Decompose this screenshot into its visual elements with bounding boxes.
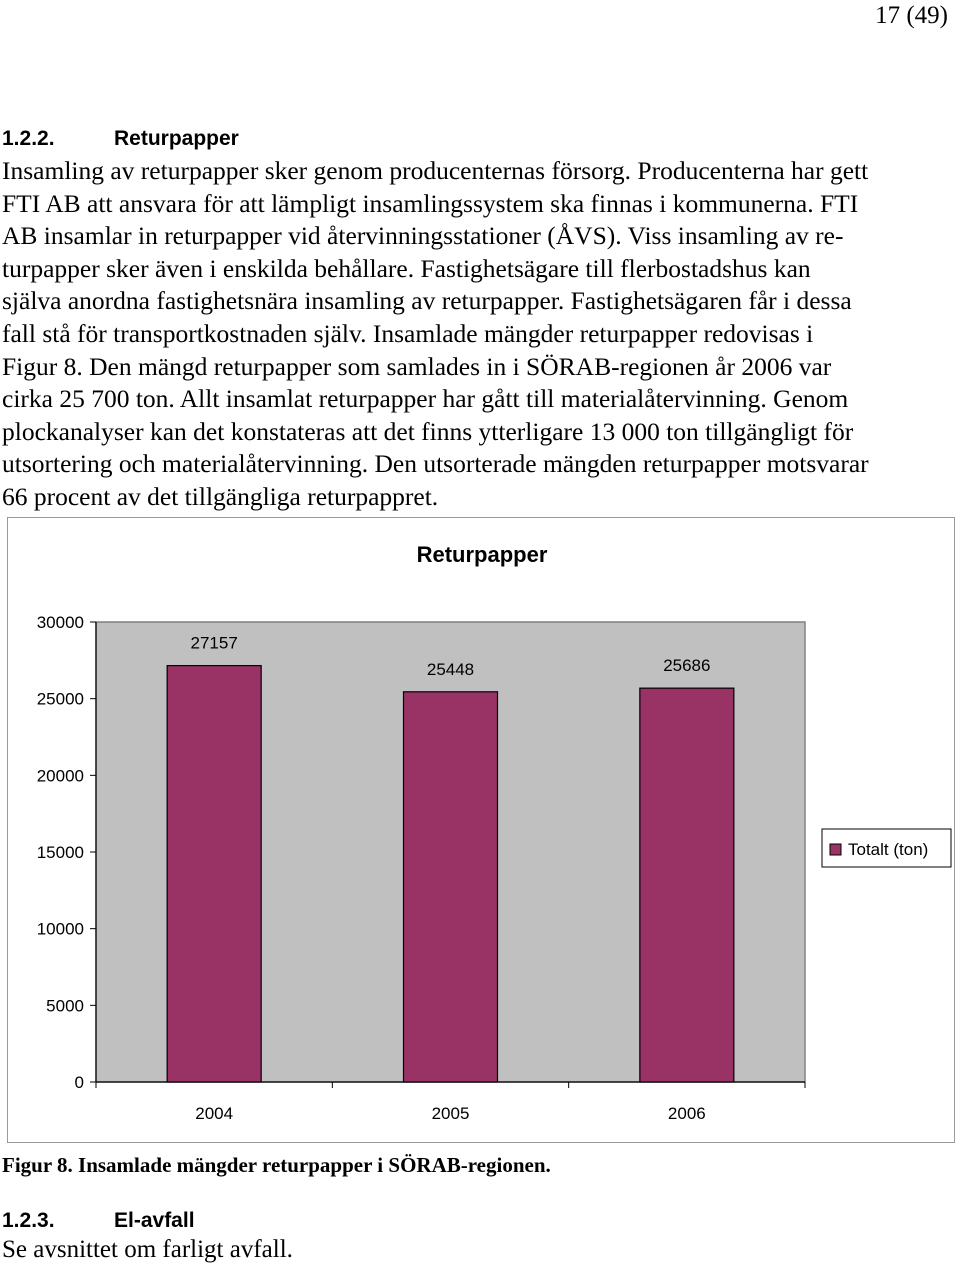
page-number: 17 (49) bbox=[875, 2, 948, 29]
y-tick-label: 10000 bbox=[36, 919, 84, 939]
chart-frame bbox=[7, 517, 955, 1143]
bar bbox=[167, 666, 261, 1082]
x-tick-label: 2004 bbox=[195, 1104, 234, 1123]
data-label: 25448 bbox=[426, 659, 475, 679]
y-tick-label: 20000 bbox=[36, 766, 84, 786]
paragraph-line: 66 procent av det tillgängliga returpappret. bbox=[2, 481, 439, 511]
paragraph-line: plockanalyser kan det konstateras att det finns ytterligare 13 000 ton tillgängligt för bbox=[2, 416, 854, 446]
section-heading-el-avfall bbox=[2, 1209, 195, 1233]
chart-title: Returpapper bbox=[416, 542, 548, 567]
bar bbox=[640, 688, 734, 1082]
y-tick-label: 5000 bbox=[46, 996, 84, 1016]
legend-swatch bbox=[830, 844, 841, 855]
data-label: 25686 bbox=[663, 656, 711, 676]
section-number: 1.2.3. bbox=[2, 1209, 55, 1232]
paragraph-line: Figur 8. Den mängd returpapper som samlades in i SÖRAB-regionen år 2006 var bbox=[2, 351, 832, 381]
reference-text: Se avsnittet om farligt avfall. bbox=[2, 1236, 293, 1263]
legend-label: Totalt (ton) bbox=[848, 840, 929, 859]
paragraph-line: utsortering och materialåtervinning. Den utsorterade mängden returpapper motsvarar bbox=[2, 449, 869, 479]
x-tick-label: 2006 bbox=[667, 1104, 706, 1123]
section-heading-returpapper bbox=[2, 127, 239, 151]
figure-caption: Figur 8. Insamlade mängder returpapper i SÖRAB-regionen. bbox=[2, 1153, 551, 1177]
paragraph-line: AB insamlar in returpapper vid återvinningsstationer (ÅVS). Viss insamling av re- bbox=[2, 221, 844, 251]
paragraph-line: FTI AB att ansvara för att lämpligt insamlingssystem ska finnas i kommunerna. FTI bbox=[2, 188, 859, 218]
y-tick-label: 0 bbox=[74, 1073, 84, 1092]
bar-chart bbox=[8, 518, 956, 1144]
section-title: El-avfall bbox=[114, 1209, 195, 1232]
y-tick-label: 30000 bbox=[36, 613, 84, 632]
paragraph-line: Insamling av returpapper sker genom producenternas försorg. Producenterna har gett bbox=[2, 156, 869, 185]
y-tick-label: 25000 bbox=[36, 689, 84, 709]
paragraph-line: själva anordna fastighetsnära insamling av returpapper. Fastighetsägaren får i dessa bbox=[2, 286, 852, 316]
paragraph-line: fall stå för transportkostnaden själv. Insamlade mängder returpapper redovisas i bbox=[2, 318, 814, 348]
y-tick-label: 15000 bbox=[36, 843, 84, 862]
paragraph-line: turpapper sker även i enskilda behållare. Fastighetsägare till flerbostadshus kan bbox=[2, 253, 811, 283]
body-paragraph bbox=[2, 155, 958, 514]
paragraph-line: cirka 25 700 ton. Allt insamlat returpapper har gått till materialåtervinning. Genom bbox=[2, 384, 849, 414]
section-number: 1.2.2. bbox=[2, 127, 55, 150]
x-tick-label: 2005 bbox=[431, 1104, 470, 1123]
data-label: 27157 bbox=[190, 633, 238, 653]
bar bbox=[404, 692, 498, 1082]
section-title: Returpapper bbox=[114, 127, 239, 150]
